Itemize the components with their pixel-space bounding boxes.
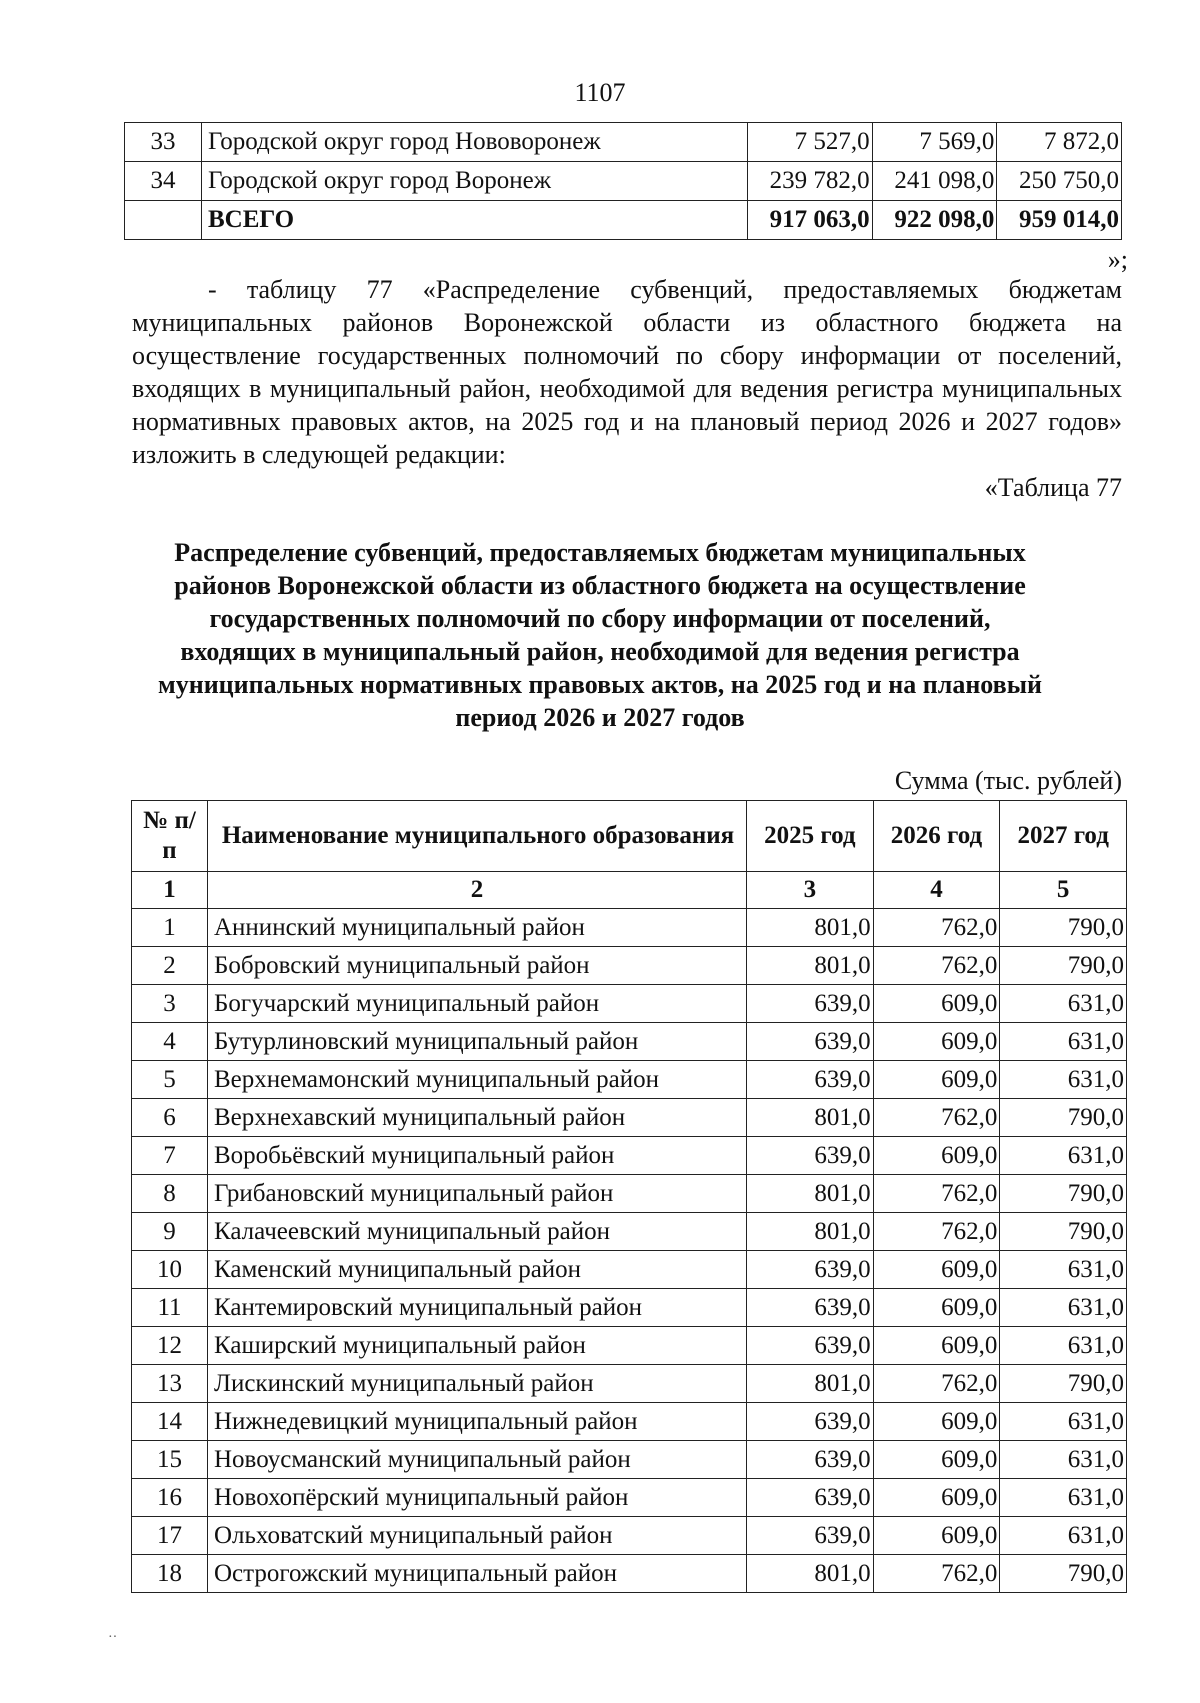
district-name: Каширский муниципальный район [208,1327,747,1365]
value-2026: 609,0 [873,1441,1000,1479]
table-row [132,1289,1127,1327]
value-2027: 790,0 [1000,1365,1127,1403]
value-2026: 762,0 [873,1213,1000,1251]
district-name: Ольховатский муниципальный район [208,1517,747,1555]
row-number: 33 [125,123,202,162]
header-2027: 2027 год [1000,801,1127,872]
row-number: 7 [132,1137,208,1175]
district-name: Верхнехавский муниципальный район [208,1099,747,1137]
district-name: Новохопёрский муниципальный район [208,1479,747,1517]
district-name: Воробьёвский муниципальный район [208,1137,747,1175]
value-2025: 639,0 [747,1061,874,1099]
value-2026: 609,0 [873,1327,1000,1365]
table-row [125,162,1122,201]
value-2027: 631,0 [1000,1403,1127,1441]
total-empty-cell [125,201,202,240]
table-row [132,1137,1127,1175]
column-index: 4 [873,872,1000,909]
table-row [132,1403,1127,1441]
row-number: 11 [132,1289,208,1327]
subvention-table [131,800,1127,1593]
municipality-name: Городской округ город Нововоронеж [202,123,748,162]
value-2027: 790,0 [1000,1213,1127,1251]
value-2026: 7 569,0 [872,123,997,162]
row-number: 17 [132,1517,208,1555]
row-number: 10 [132,1251,208,1289]
value-2027: 790,0 [1000,1175,1127,1213]
table-row [132,1517,1127,1555]
value-2025: 639,0 [747,1517,874,1555]
row-number: 34 [125,162,202,201]
table-row [132,1479,1127,1517]
district-name: Калачеевский муниципальный район [208,1213,747,1251]
value-2027: 631,0 [1000,1061,1127,1099]
table-row [132,1327,1127,1365]
municipality-name: Городской округ город Воронеж [202,162,748,201]
table-row [132,985,1127,1023]
value-2026: 762,0 [873,1175,1000,1213]
header-2026: 2026 год [873,801,1000,872]
value-2026: 609,0 [873,1517,1000,1555]
scan-mark: ·· [108,1630,118,1645]
district-name: Кантемировский муниципальный район [208,1289,747,1327]
row-number: 15 [132,1441,208,1479]
column-index-row [132,872,1127,909]
continued-table [124,122,1122,240]
value-2026: 609,0 [873,1137,1000,1175]
amendment-paragraph: - таблицу 77 «Распределение субвенций, предоставляемых бюджетам муниципальных районов Воронежской области из областного бюджета на осуществление государственных полномочий по сбору информации от поселений, входящих в муниципальный район, необходимой для ведения регистра муниципальных нормативных правовых актов, на 2025 год и на плановый период 2026 и 2027 годов» изложить в следующей редакции: [132,275,1122,469]
value-2025: 801,0 [747,947,874,985]
total-2025: 917 063,0 [748,201,873,240]
value-2025: 239 782,0 [748,162,873,201]
value-2026: 762,0 [873,1555,1000,1593]
row-number: 8 [132,1175,208,1213]
value-2027: 250 750,0 [997,162,1122,201]
value-2027: 790,0 [1000,1555,1127,1593]
column-index: 3 [747,872,874,909]
value-2027: 631,0 [1000,1517,1127,1555]
value-2026: 762,0 [873,1099,1000,1137]
value-2025: 801,0 [747,1213,874,1251]
value-2027: 631,0 [1000,1023,1127,1061]
value-2026: 609,0 [873,1023,1000,1061]
value-2027: 790,0 [1000,947,1127,985]
value-2025: 639,0 [747,1137,874,1175]
table-row [132,1213,1127,1251]
row-number: 2 [132,947,208,985]
value-2027: 7 872,0 [997,123,1122,162]
table-row [132,909,1127,947]
table-row [132,1251,1127,1289]
value-2025: 639,0 [747,1403,874,1441]
row-number: 16 [132,1479,208,1517]
value-2026: 762,0 [873,947,1000,985]
row-number: 1 [132,909,208,947]
value-2025: 801,0 [747,1555,874,1593]
header-name: Наименование муниципального образования [208,801,747,872]
district-name: Грибановский муниципальный район [208,1175,747,1213]
table-title: Распределение субвенций, предоставляемых бюджетам муниципальных районов Воронежской области из областного бюджета на осуществление государственных полномочий по сбору информации от поселений, входящих в муниципальный район, необходимой для ведения регистра муниципальных нормативных правовых актов, на 2025 год и на плановый период 2026 и 2027 годов [158,538,1042,732]
district-name: Новоусманский муниципальный район [208,1441,747,1479]
district-name: Лискинский муниципальный район [208,1365,747,1403]
value-2026: 609,0 [873,985,1000,1023]
value-2025: 801,0 [747,1099,874,1137]
value-2026: 609,0 [873,1289,1000,1327]
value-2026: 241 098,0 [872,162,997,201]
district-name: Бутурлиновский муниципальный район [208,1023,747,1061]
row-number: 18 [132,1555,208,1593]
district-name: Аннинский муниципальный район [208,909,747,947]
value-2025: 639,0 [747,1327,874,1365]
value-2026: 762,0 [873,1365,1000,1403]
value-2027: 631,0 [1000,1137,1127,1175]
district-name: Каменский муниципальный район [208,1251,747,1289]
column-index: 1 [132,872,208,909]
page-number: 1107 [574,78,626,107]
table-row [132,1365,1127,1403]
table-row [125,123,1122,162]
table-row [132,947,1127,985]
value-2025: 639,0 [747,1251,874,1289]
value-2025: 801,0 [747,1365,874,1403]
value-2025: 7 527,0 [748,123,873,162]
column-index: 2 [208,872,747,909]
table-row [132,1061,1127,1099]
value-2025: 801,0 [747,909,874,947]
value-2025: 639,0 [747,1289,874,1327]
units-label: Сумма (тыс. рублей) [894,766,1122,795]
row-number: 9 [132,1213,208,1251]
district-name: Бобровский муниципальный район [208,947,747,985]
district-name: Острогожский муниципальный район [208,1555,747,1593]
row-number: 13 [132,1365,208,1403]
total-2026: 922 098,0 [872,201,997,240]
table-row [132,1099,1127,1137]
district-name: Нижнедевицкий муниципальный район [208,1403,747,1441]
value-2026: 609,0 [873,1251,1000,1289]
row-number: 12 [132,1327,208,1365]
total-row [125,201,1122,240]
value-2026: 609,0 [873,1403,1000,1441]
value-2027: 631,0 [1000,1251,1127,1289]
table-row [132,1175,1127,1213]
row-number: 6 [132,1099,208,1137]
row-number: 14 [132,1403,208,1441]
value-2027: 631,0 [1000,1327,1127,1365]
column-index: 5 [1000,872,1127,909]
row-number: 3 [132,985,208,1023]
header-2025: 2025 год [747,801,874,872]
row-number: 4 [132,1023,208,1061]
value-2026: 609,0 [873,1479,1000,1517]
header-row [132,801,1127,872]
total-label: ВСЕГО [202,201,748,240]
header-num: № п/п [132,801,208,872]
value-2026: 609,0 [873,1061,1000,1099]
value-2026: 762,0 [873,909,1000,947]
value-2027: 790,0 [1000,1099,1127,1137]
table-label: «Таблица 77 [984,473,1122,502]
value-2025: 639,0 [747,985,874,1023]
total-2027: 959 014,0 [997,201,1122,240]
table-row [132,1023,1127,1061]
row-number: 5 [132,1061,208,1099]
closing-quote: »; [1107,245,1128,274]
table-row [132,1441,1127,1479]
value-2027: 631,0 [1000,1441,1127,1479]
table-row [132,1555,1127,1593]
value-2027: 631,0 [1000,1289,1127,1327]
value-2025: 639,0 [747,1479,874,1517]
value-2025: 801,0 [747,1175,874,1213]
value-2025: 639,0 [747,1023,874,1061]
value-2027: 631,0 [1000,1479,1127,1517]
district-name: Верхнемамонский муниципальный район [208,1061,747,1099]
value-2027: 631,0 [1000,985,1127,1023]
value-2025: 639,0 [747,1441,874,1479]
value-2027: 790,0 [1000,909,1127,947]
district-name: Богучарский муниципальный район [208,985,747,1023]
